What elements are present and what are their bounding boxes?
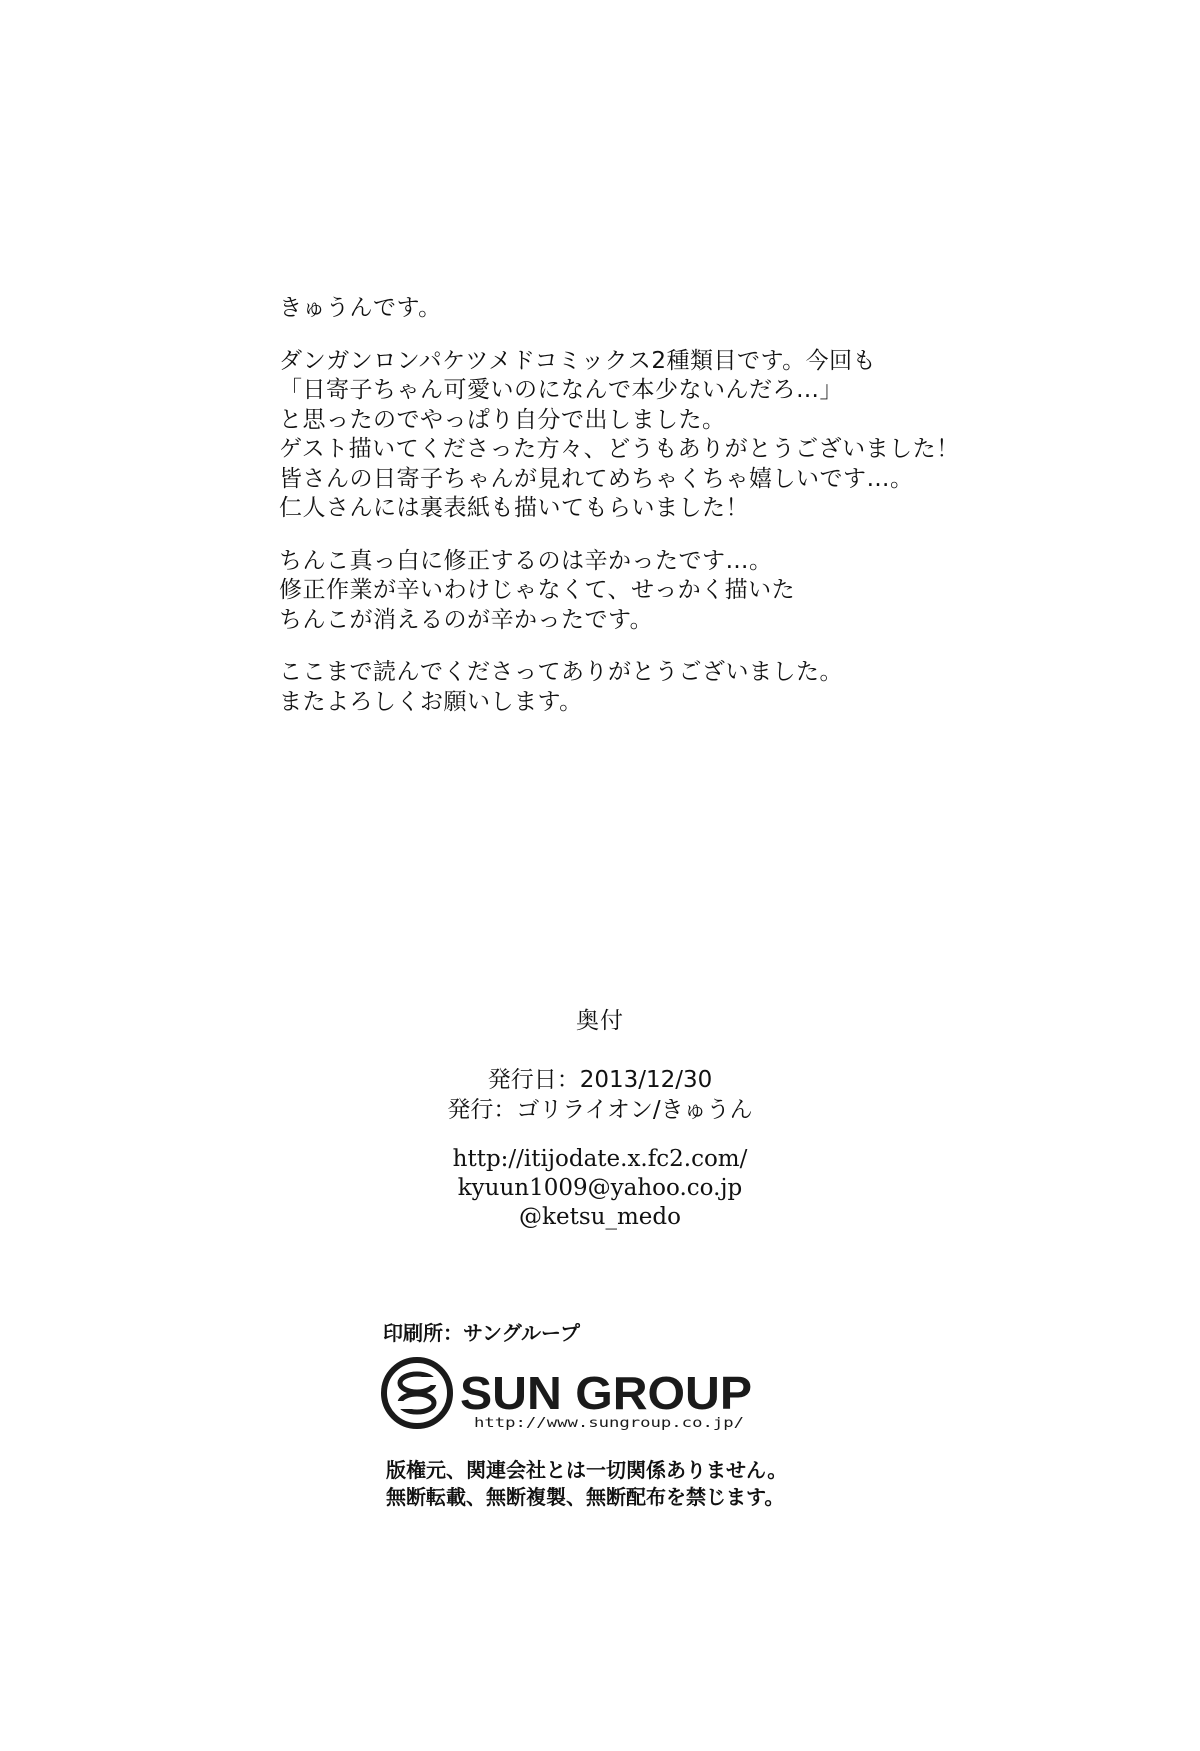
legal-line: 無断転載、無断複製、無断配布を禁じます。: [386, 1485, 785, 1509]
afterword-line: と思ったのでやっぱり自分で出しました。: [279, 406, 726, 433]
afterword-line: ダンガンロンパケツメドコミックス2種類目です。今回も: [279, 347, 877, 374]
sun-group-logo: [380, 1355, 760, 1435]
afterword-line: ちんこ真っ白に修正するのは辛かったです…。: [279, 547, 773, 574]
sun-group-url: http://www.sungroup.co.jp/: [474, 1416, 744, 1431]
legal-notice: [386, 1457, 787, 1511]
publication-info: [0, 1065, 1200, 1125]
sun-group-wordmark: SUN GROUP: [460, 1367, 752, 1419]
afterword-line: 皆さんの日寄子ちゃんが見れてめちゃくちゃ嬉しいです…。: [279, 465, 914, 492]
email-address: kyuun1009@yahoo.co.jp: [457, 1175, 743, 1201]
printer-label: 印刷所：サングループ: [383, 1321, 580, 1345]
afterword-greeting: きゅうんです。: [279, 295, 442, 321]
website-url: http://itijodate.x.fc2.com/: [452, 1146, 748, 1172]
afterword-line: 仁人さんには裏表紙も描いてもらいました！: [279, 495, 749, 521]
afterword-line: ここまで読んでくださってありがとうございました。: [279, 659, 843, 685]
legal-line: 版権元、関連会社とは一切関係ありません。: [386, 1458, 788, 1482]
afterword-text: [279, 294, 1099, 717]
afterword-line: ゲスト描いてくださった方々、どうもありがとうございました！: [279, 436, 960, 462]
contact-info: [0, 1145, 1200, 1232]
issue-date: 発行日：2013/12/30: [487, 1067, 713, 1093]
sun-group-emblem-icon: [384, 1360, 450, 1426]
afterword-line: またよろしくお願いします。: [279, 688, 583, 715]
afterword-line: 「日寄子ちゃん可愛いのになんで本少ないんだろ…」: [279, 377, 843, 403]
afterword-line: ちんこが消えるのが辛かったです。: [279, 606, 654, 633]
colophon-title: 奥付: [576, 1008, 624, 1034]
twitter-handle: @ketsu_medo: [519, 1204, 681, 1230]
afterword-line: 修正作業が辛いわけじゃなくて、せっかく描いた: [279, 577, 796, 603]
publisher: 発行：ゴリライオン/きゅうん: [447, 1097, 753, 1123]
